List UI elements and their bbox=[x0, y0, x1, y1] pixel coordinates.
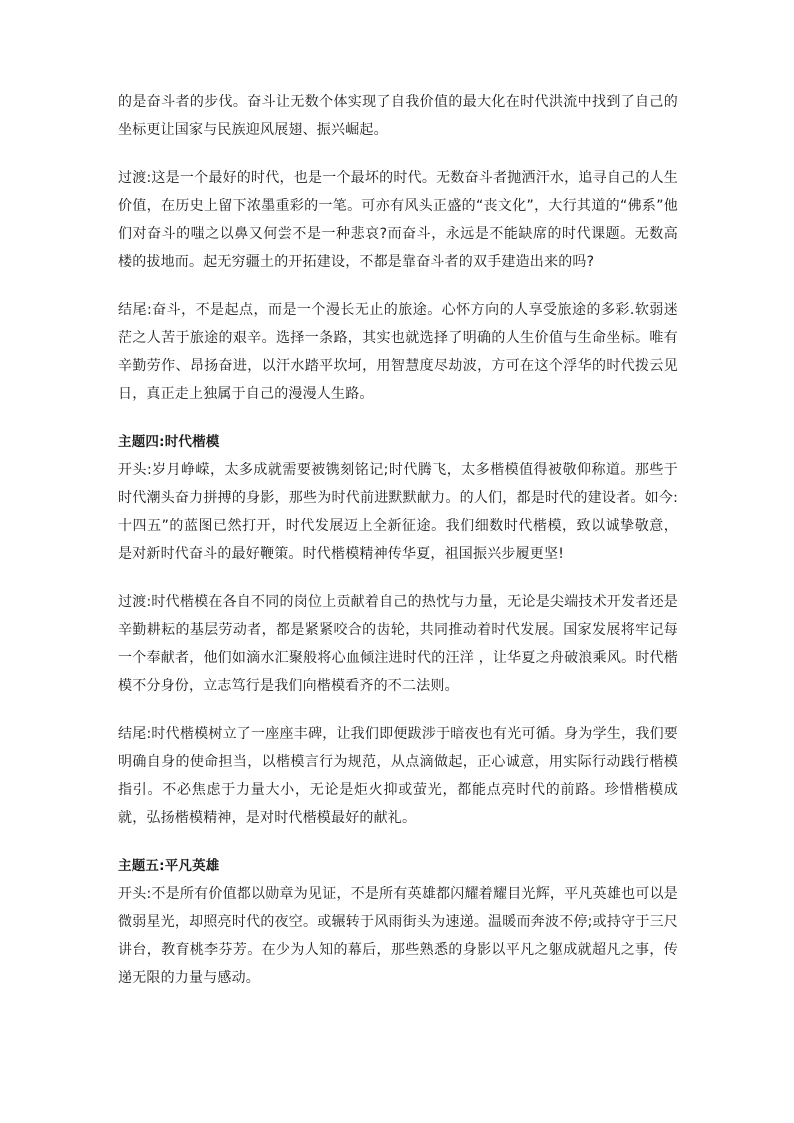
paragraph-transition-struggle: 过渡:这是一个最好的时代，也是一个最坏的时代。无数奋斗者抛洒汗水，追寻自己的人生价值，在历史上留下浓墨重彩的一笔。可亦有风头正盛的“丧文化”，大行其道的“佛系”他们对奋斗的嗤之以鼻又何尝不是一种悲哀?而奋斗，永远是不能缺席的时代课题。无数高楼的拔地而。起无穷疆土的开拓建设，不都是靠奋斗者的双手建造出来的吗? bbox=[118, 170, 678, 270]
paragraph-opening-ordinary-heroes: 开头:不是所有价值都以勋章为见证，不是所有英雄都闪耀着耀目光辉，平凡英雄也可以是微弱星光，却照亮时代的夜空。或辗转于风雨街头为速递。温暖而奔波不停;或持守于三尺讲台，教育桃李芬芳。在少为人知的幕后，那些熟悉的身影以平凡之躯成就超凡之事，传递无限的力量与感动。 bbox=[118, 886, 678, 986]
section-heading-theme-5: 主题五:平凡英雄 bbox=[118, 858, 220, 874]
paragraph-intro-end: 的是奋斗者的步伐。奋斗让无数个体实现了自我价值的最大化在时代洪流中找到了自己的坐标更让国家与民族迎风展翅、振兴崛起。 bbox=[118, 94, 678, 138]
paragraph-ending-role-models: 结尾:时代楷模树立了一座座丰碑，让我们即便跋涉于暗夜也有光可循。身为学生，我们要明确自身的使命担当，以楷模言行为规范，从点滴做起，正心诚意，用实际行动践行楷模指引。不必焦虑于力量大小，无论是炬火抑或萤光，都能点亮时代的前路。珍惜楷模成就，弘扬楷模精神，是对时代楷模最好的献礼。 bbox=[118, 726, 678, 826]
paragraph-transition-role-models: 过渡:时代楷模在各自不同的岗位上贡献着自己的热忱与力量，无论是尖端技术开发者还是辛勤耕耘的基层劳动者，都是紧紧咬合的齿轮，共同推动着时代发展。国家发展将牢记每一个奉献者，他们如滴水汇聚般将心血倾注进时代的汪洋 ，让华夏之舟破浪乘风。时代楷模不分身份，立志笃行是我们向楷模看齐的不二法则。 bbox=[118, 594, 678, 694]
section-heading-theme-4: 主题四:时代楷模 bbox=[118, 434, 220, 450]
paragraph-opening-role-models: 开头:岁月峥嵘，太多成就需要被镌刻铭记;时代腾飞，太多楷模值得被敬仰称道。那些于时代潮头奋力拼搏的身影，那些为时代前进默默献力。的人们，都是时代的建设者。如今:十四五”的蓝图已然打开，时代发展迈上全新征途。我们细数时代楷模，致以诚挚敬意，是对新时代奋斗的最好鞭策。时代楷模精神传华夏，祖国振兴步履更坚! bbox=[118, 462, 678, 562]
document-page bbox=[118, 88, 678, 1012]
paragraph-ending-struggle: 结尾:奋斗，不是起点，而是一个漫长无止的旅途。心怀方向的人享受旅途的多彩.软弱迷茫之人苦于旅途的艰辛。选择一条路，其实也就选择了明确的人生价值与生命坐标。唯有辛勤劳作、昂扬奋进，以汗水踏平坎坷，用智慧度尽劫波，方可在这个浮华的时代拨云见日，真正走上独属于自己的漫漫人生路。 bbox=[118, 302, 678, 402]
